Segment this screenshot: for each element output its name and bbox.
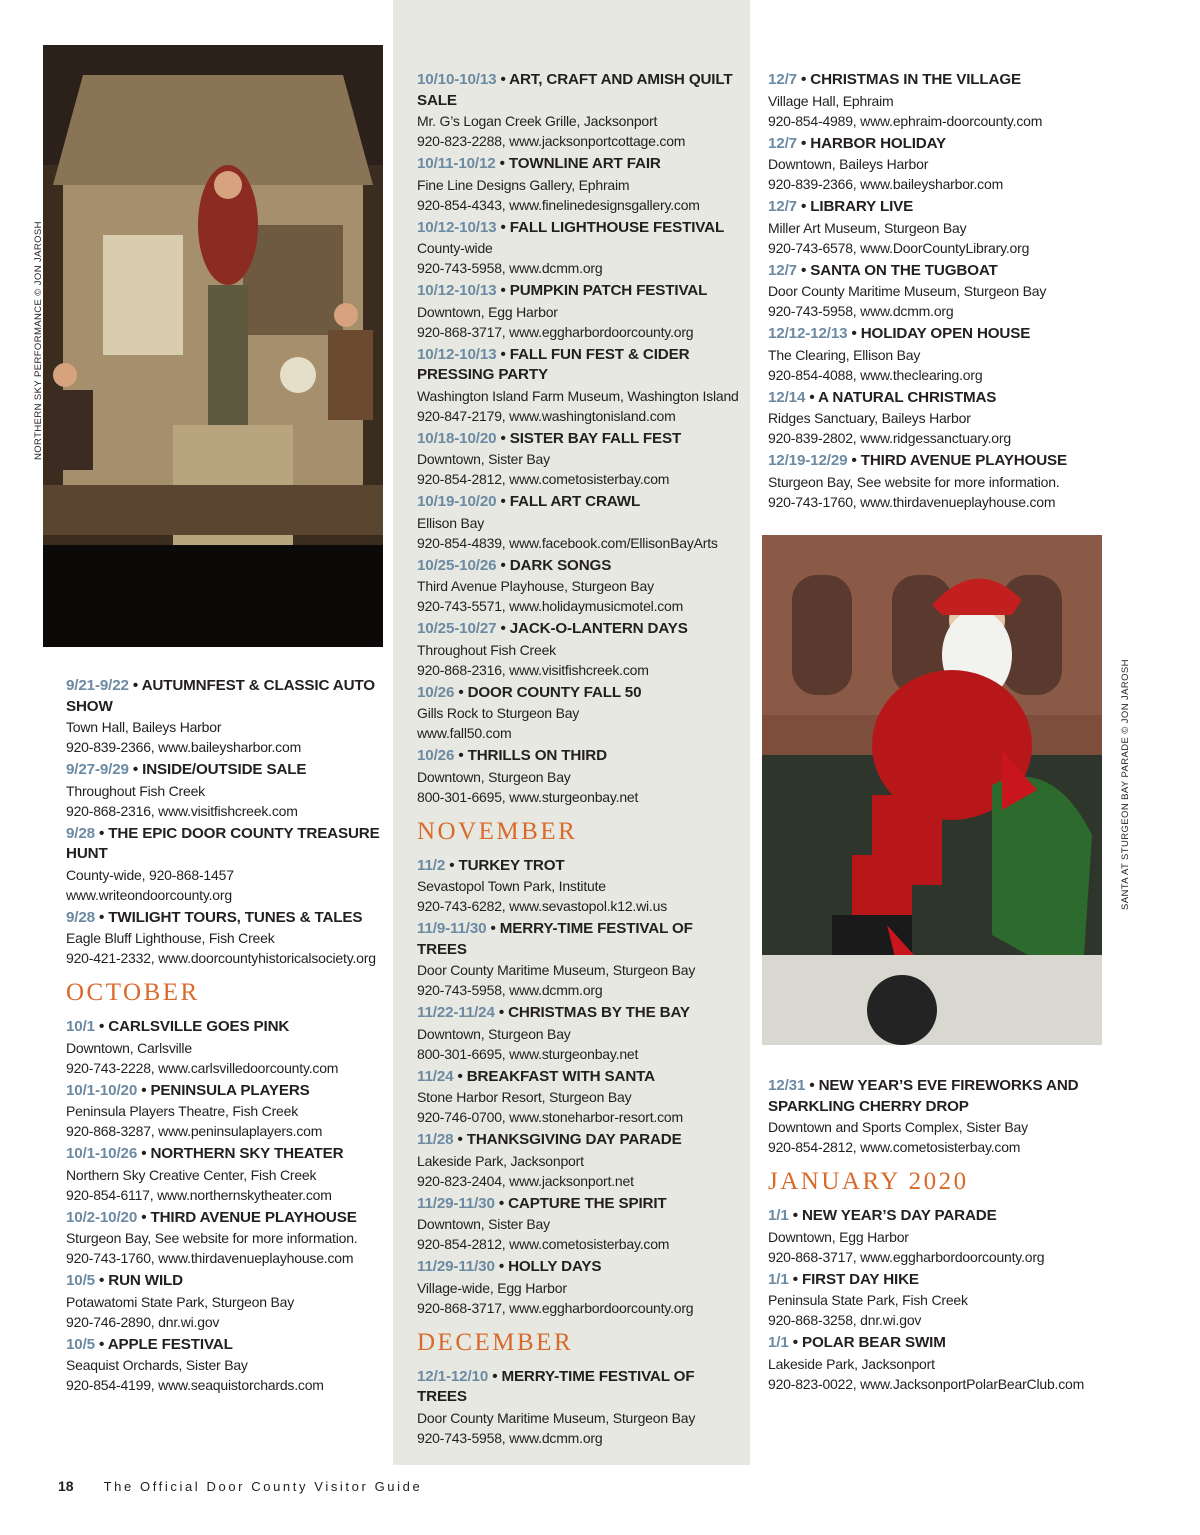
event-location: Fine Line Designs Gallery, Ephraim: [417, 176, 630, 193]
month-heading-january: JANUARY 2020: [768, 1168, 969, 1195]
event-location: Downtown, Egg Harbor: [768, 1228, 909, 1245]
event-name: FALL LIGHTHOUSE FESTIVAL: [509, 218, 725, 236]
event-contact: 920-854-2812, www.cometosisterbay.com: [768, 1139, 1021, 1155]
event-title-line: [417, 856, 745, 877]
event-listing: [768, 451, 1098, 512]
event-listing: [768, 134, 1098, 195]
event-title-line: [66, 1208, 386, 1229]
event-date: 10/11-10/12: [417, 155, 496, 172]
bullet-separator: •: [496, 282, 510, 299]
event-contact: 920-823-2404, www.jacksonport.net: [417, 1172, 634, 1189]
event-contact: 920-421-2332, www.doorcountyhistoricalsociety.org: [66, 950, 376, 966]
event-title-line: [417, 683, 745, 704]
event-location: Peninsula Players Theatre, Fish Creek: [66, 1103, 299, 1119]
event-location: Downtown, Sturgeon Bay: [417, 768, 571, 785]
event-name: THIRD AVENUE PLAYHOUSE: [860, 452, 1067, 469]
event-name: TOWNLINE ART FAIR: [508, 155, 661, 172]
event-title-line: [66, 908, 386, 929]
event-location: Eagle Bluff Lighthouse, Fish Creek: [66, 930, 275, 946]
event-name: INSIDE/OUTSIDE SALE: [142, 761, 307, 778]
event-name: THIRD AVENUE PLAYHOUSE: [150, 1208, 357, 1226]
event-date: 1/1: [768, 1270, 789, 1288]
event-title-line: [417, 492, 745, 513]
event-location: Seaquist Orchards, Sister Bay: [66, 1357, 248, 1373]
event-listing: [66, 1208, 386, 1269]
event-location: Sevastopol Town Park, Institute: [417, 878, 606, 894]
event-contact: 920-868-3287, www.peninsulaplayers.com: [66, 1123, 323, 1139]
bullet-separator: •: [453, 1131, 467, 1148]
event-name: CHRISTMAS IN THE VILLAGE: [810, 71, 1021, 88]
event-name: NORTHERN SKY THEATER: [150, 1145, 344, 1162]
event-name: ART, CRAFT AND AMISH QUILT SALE: [417, 71, 733, 109]
bullet-separator: •: [847, 325, 861, 342]
event-date: 11/22-11/24: [417, 1004, 495, 1021]
event-listing: [417, 1257, 745, 1318]
event-listing: [417, 281, 745, 342]
bullet-separator: •: [137, 1145, 151, 1162]
event-location: Downtown, Egg Harbor: [417, 303, 558, 320]
event-contact: 920-743-2228, www.carlsvilledoorcounty.com: [66, 1059, 339, 1076]
event-date: 11/9-11/30: [417, 920, 487, 937]
event-name: HOLLY DAYS: [508, 1258, 602, 1275]
event-contact: 920-743-5958, www.dcmm.org: [768, 303, 954, 319]
events-column-3-bottom: [768, 1076, 1098, 1397]
event-listing: [417, 1003, 745, 1064]
event-contact: 800-301-6695, www.sturgeonbay.net: [417, 1045, 639, 1062]
bullet-separator: •: [94, 1335, 108, 1353]
event-date: 10/1-10/26: [66, 1145, 138, 1162]
bullet-separator: •: [796, 134, 811, 152]
event-name: PUMPKIN PATCH FESTIVAL: [509, 282, 708, 299]
performance-photo-credit: NORTHERN SKY PERFORMANCE © JON JAROSH: [33, 221, 44, 460]
event-date: 11/28: [417, 1131, 454, 1148]
event-title-line: [768, 1206, 1098, 1227]
event-listing: [417, 683, 745, 744]
event-location: Downtown, Carlsville: [66, 1039, 192, 1056]
event-location: Ellison Bay: [417, 514, 485, 531]
event-name: SISTER BAY FALL FEST: [509, 429, 682, 447]
event-date: 9/21-9/22: [66, 677, 129, 694]
bullet-separator: •: [495, 155, 509, 172]
event-date: 12/7: [768, 198, 797, 215]
event-contact: 920-854-2812, www.cometosisterbay.com: [417, 1236, 670, 1252]
page-footer: [58, 1478, 422, 1494]
event-date: 10/25-10/27: [417, 620, 497, 637]
event-listing: [768, 1206, 1098, 1267]
event-name: TURKEY TROT: [458, 856, 565, 874]
bullet-separator: •: [128, 677, 142, 694]
event-name: MERRY-TIME FESTIVAL OF TREES: [417, 920, 693, 958]
event-title-line: [417, 746, 745, 767]
event-date: 1/1: [768, 1334, 789, 1351]
event-date: 10/5: [66, 1272, 95, 1289]
event-contact: 920-847-2179, www.washingtonisland.com: [417, 407, 676, 424]
event-listing: [768, 1270, 1098, 1331]
event-title-line: [768, 197, 1098, 218]
event-name: BREAKFAST WITH SANTA: [466, 1067, 655, 1085]
event-title-line: [66, 1017, 386, 1038]
bullet-separator: •: [788, 1207, 802, 1224]
event-title-line: [417, 218, 745, 239]
event-listing: [66, 1271, 386, 1332]
bullet-separator: •: [805, 388, 819, 406]
bullet-separator: •: [94, 1018, 109, 1035]
event-title-line: [417, 1194, 745, 1215]
month-heading-october: OCTOBER: [66, 979, 200, 1006]
event-location: County-wide, 920-868-1457: [66, 866, 234, 883]
event-date: 10/5: [66, 1335, 95, 1353]
event-location: Downtown, Sturgeon Bay: [417, 1025, 571, 1042]
event-location: Lakeside Park, Jacksonport: [768, 1355, 935, 1372]
event-name: LIBRARY LIVE: [810, 198, 914, 215]
event-name: CAPTURE THE SPIRIT: [508, 1194, 667, 1212]
santa-photo-credit: SANTA AT STURGEON BAY PARADE © JON JAROSH: [1120, 659, 1131, 910]
event-listing: [66, 676, 386, 757]
event-date: 11/24: [417, 1067, 454, 1085]
event-date: 11/29-11/30: [417, 1194, 495, 1212]
event-location: The Clearing, Ellison Bay: [768, 346, 921, 363]
event-contact: 920-868-2316, www.visitfishcreek.com: [417, 661, 649, 678]
event-location: Throughout Fish Creek: [417, 641, 556, 658]
event-location: Throughout Fish Creek: [66, 782, 205, 799]
event-date: 12/7: [768, 261, 797, 279]
event-listing: [417, 1067, 745, 1128]
santa-parade-photo: [762, 535, 1102, 1045]
event-title-line: [768, 70, 1098, 91]
event-location: Town Hall, Baileys Harbor: [66, 719, 222, 735]
event-contact: 920-868-3258, dnr.wi.gov: [768, 1312, 922, 1328]
event-location: Downtown, Sister Bay: [417, 1216, 550, 1232]
event-title-line: [768, 1270, 1098, 1291]
event-listing: [768, 197, 1098, 258]
event-listing: [417, 919, 745, 1000]
event-title-line: [417, 919, 745, 960]
event-title-line: [417, 1003, 745, 1024]
event-contact: 920-868-3717, www.eggharbordoorcounty.org: [417, 1299, 694, 1316]
event-title-line: [768, 451, 1098, 472]
event-name: DARK SONGS: [509, 556, 612, 574]
bullet-separator: •: [488, 1367, 502, 1385]
event-date: 11/29-11/30: [417, 1258, 495, 1275]
event-location: Door County Maritime Museum, Sturgeon Bay: [417, 1409, 696, 1426]
event-title-line: [66, 1144, 386, 1165]
event-listing: [66, 824, 386, 905]
event-date: 10/1-10/20: [66, 1081, 138, 1099]
bullet-separator: •: [128, 761, 143, 778]
event-contact: 920-743-6578, www.DoorCountyLibrary.org: [768, 239, 1030, 256]
event-name: HARBOR HOLIDAY: [810, 134, 947, 152]
event-location: Sturgeon Bay, See website for more information.: [768, 473, 1060, 490]
bullet-separator: •: [805, 1077, 819, 1094]
event-contact: 920-743-5958, www.dcmm.org: [417, 260, 603, 276]
month-heading-november: NOVEMBER: [417, 817, 578, 845]
event-location: Gills Rock to Sturgeon Bay: [417, 705, 580, 721]
bullet-separator: •: [796, 261, 811, 279]
event-name: THE EPIC DOOR COUNTY TREASURE HUNT: [66, 824, 380, 862]
event-date: 9/28: [66, 824, 95, 842]
bullet-separator: •: [494, 1004, 509, 1021]
event-contact: 920-746-0700, www.stoneharbor-resort.com: [417, 1109, 683, 1125]
event-contact: 920-868-3717, www.eggharbordoorcounty.org: [768, 1248, 1045, 1265]
event-title-line: [768, 388, 1098, 409]
events-column-1: [66, 676, 386, 1398]
event-name: HOLIDAY OPEN HOUSE: [860, 325, 1031, 342]
event-listing: [417, 429, 745, 490]
bullet-separator: •: [496, 345, 510, 363]
event-listing: [768, 324, 1098, 385]
event-listing: [768, 70, 1098, 131]
event-date: 10/12-10/13: [417, 345, 497, 363]
event-location: Third Avenue Playhouse, Sturgeon Bay: [417, 578, 654, 594]
event-name: SANTA ON THE TUGBOAT: [810, 261, 998, 279]
event-contact: 920-743-6282, www.sevastopol.k12.wi.us: [417, 898, 667, 914]
event-contact: 920-743-5571, www.holidaymusicmotel.com: [417, 598, 684, 614]
event-title-line: [66, 1335, 386, 1356]
event-contact: 920-854-4989, www.ephraim-doorcounty.com: [768, 112, 1043, 129]
event-title-line: [768, 1333, 1098, 1354]
event-title-line: [417, 1367, 745, 1408]
bullet-separator: •: [137, 1081, 151, 1099]
event-contact: 920-854-2812, www.cometosisterbay.com: [417, 471, 670, 487]
event-contact: 920-839-2366, www.baileysharbor.com: [66, 739, 302, 755]
event-contact: 920-854-4088, www.theclearing.org: [768, 366, 983, 383]
bullet-separator: •: [494, 1194, 509, 1212]
bullet-separator: •: [496, 218, 510, 236]
event-date: 9/27-9/29: [66, 761, 129, 778]
event-title-line: [417, 281, 745, 302]
event-date: 10/26: [417, 683, 455, 701]
event-location: Village-wide, Egg Harbor: [417, 1279, 567, 1296]
event-location: Door County Maritime Museum, Sturgeon Bay: [417, 962, 696, 978]
bullet-separator: •: [94, 824, 109, 842]
event-listing: [417, 345, 745, 426]
event-listing: [417, 1130, 745, 1191]
event-listing: [66, 1081, 386, 1142]
event-name: NEW YEAR’S EVE FIREWORKS AND SPARKLING CHERRY DROP: [768, 1077, 1079, 1115]
event-location: Lakeside Park, Jacksonport: [417, 1152, 584, 1169]
event-title-line: [66, 1081, 386, 1102]
event-date: 9/28: [66, 908, 95, 926]
event-name: FALL ART CRAWL: [509, 493, 641, 510]
bullet-separator: •: [94, 1272, 109, 1289]
event-contact: 920-823-2288, www.jacksonportcottage.com: [417, 133, 686, 149]
event-name: POLAR BEAR SWIM: [801, 1334, 946, 1351]
event-contact: 920-743-1760, www.thirdavenueplayhouse.com: [768, 493, 1056, 510]
event-title-line: [417, 70, 745, 111]
event-date: 10/18-10/20: [417, 429, 497, 447]
event-title-line: [768, 134, 1098, 155]
bullet-separator: •: [496, 429, 510, 447]
event-contact: 920-743-5958, www.dcmm.org: [417, 982, 603, 998]
event-listing: [768, 1076, 1098, 1157]
event-name: THRILLS ON THIRD: [467, 747, 607, 764]
page-number: 18: [58, 1478, 74, 1494]
event-contact: 800-301-6695, www.sturgeonbay.net: [417, 788, 639, 805]
event-listing: [417, 1194, 745, 1255]
event-location: Washington Island Farm Museum, Washington Island: [417, 387, 739, 404]
month-heading-december: DECEMBER: [417, 1328, 574, 1356]
bullet-separator: •: [496, 493, 510, 510]
event-date: 11/2: [417, 856, 446, 874]
event-contact: 920-743-1760, www.thirdavenueplayhouse.com: [66, 1250, 354, 1266]
event-contact: 920-868-3717, www.eggharbordoorcounty.org: [417, 323, 694, 340]
event-location: Downtown, Baileys Harbor: [768, 156, 929, 172]
bullet-separator: •: [453, 1067, 467, 1085]
event-contact: 920-746-2890, dnr.wi.gov: [66, 1313, 220, 1330]
event-title-line: [66, 824, 386, 865]
event-name: NEW YEAR’S DAY PARADE: [801, 1207, 997, 1224]
event-contact: 920-854-6117, www.northernskytheater.com: [66, 1186, 332, 1203]
event-listing: [417, 154, 745, 215]
event-location: Downtown and Sports Complex, Sister Bay: [768, 1119, 1028, 1135]
event-name: DOOR COUNTY FALL 50: [467, 683, 642, 701]
event-location: Door County Maritime Museum, Sturgeon Bay: [768, 283, 1047, 299]
event-location: Downtown, Sister Bay: [417, 451, 550, 467]
event-contact: www.fall50.com: [417, 725, 512, 741]
event-listing: [417, 746, 745, 807]
event-name: APPLE FESTIVAL: [107, 1335, 233, 1353]
event-name: TWILIGHT TOURS, TUNES & TALES: [108, 908, 363, 926]
event-title-line: [768, 1076, 1098, 1117]
event-title-line: [417, 1067, 745, 1088]
event-date: 12/1-12/10: [417, 1367, 489, 1385]
bullet-separator: •: [454, 683, 468, 701]
bullet-separator: •: [796, 198, 811, 215]
event-name: CARLSVILLE GOES PINK: [108, 1018, 290, 1035]
event-listing: [417, 619, 745, 680]
event-contact: 920-839-2802, www.ridgessanctuary.org: [768, 430, 1011, 446]
event-title-line: [66, 1271, 386, 1292]
event-date: 12/7: [768, 134, 797, 152]
bullet-separator: •: [847, 452, 861, 469]
event-name: FALL FUN FEST & CIDER PRESSING PARTY: [417, 345, 690, 383]
event-name: MERRY-TIME FESTIVAL OF TREES: [417, 1367, 695, 1405]
event-name: THANKSGIVING DAY PARADE: [466, 1131, 682, 1148]
event-location: Peninsula State Park, Fish Creek: [768, 1292, 968, 1308]
bullet-separator: •: [788, 1270, 802, 1288]
bullet-separator: •: [445, 856, 459, 874]
event-contact: 920-743-5958, www.dcmm.org: [417, 1429, 603, 1446]
event-listing: [768, 1333, 1098, 1394]
event-listing: [66, 760, 386, 821]
event-name: RUN WILD: [108, 1272, 184, 1289]
event-title-line: [66, 760, 386, 781]
bullet-separator: •: [137, 1208, 151, 1226]
event-name: FIRST DAY HIKE: [801, 1270, 919, 1288]
bullet-separator: •: [486, 920, 500, 937]
event-contact: www.writeondoorcounty.org: [66, 886, 232, 903]
event-name: A NATURAL CHRISTMAS: [818, 388, 997, 406]
event-location: Village Hall, Ephraim: [768, 92, 894, 109]
event-title-line: [417, 429, 745, 450]
event-title-line: [417, 345, 745, 386]
event-listing: [417, 70, 745, 151]
bullet-separator: •: [496, 556, 510, 574]
event-location: County-wide: [417, 240, 493, 256]
event-date: 12/19-12/29: [768, 452, 848, 469]
bullet-separator: •: [496, 71, 510, 88]
event-listing: [417, 1367, 745, 1448]
event-title-line: [768, 324, 1098, 345]
event-contact: 920-868-2316, www.visitfishcreek.com: [66, 802, 298, 819]
event-listing: [66, 1017, 386, 1078]
event-contact: 920-839-2366, www.baileysharbor.com: [768, 176, 1004, 192]
bullet-separator: •: [788, 1334, 802, 1351]
event-title-line: [417, 556, 745, 577]
event-location: Miller Art Museum, Sturgeon Bay: [768, 219, 967, 236]
event-location: Northern Sky Creative Center, Fish Creek: [66, 1166, 317, 1183]
event-date: 10/26: [417, 747, 455, 764]
event-date: 10/2-10/20: [66, 1208, 138, 1226]
event-date: 12/7: [768, 71, 797, 88]
event-listing: [768, 261, 1098, 322]
event-title-line: [417, 1130, 745, 1151]
bullet-separator: •: [454, 747, 468, 764]
event-listing: [66, 1335, 386, 1396]
event-contact: 920-823-0022, www.JacksonportPolarBearClub.com: [768, 1375, 1085, 1392]
event-date: 10/19-10/20: [417, 493, 497, 510]
event-date: 10/10-10/13: [417, 71, 497, 88]
event-listing: [768, 388, 1098, 449]
event-title-line: [768, 261, 1098, 282]
event-listing: [417, 492, 745, 553]
events-column-2: [417, 70, 745, 1451]
event-location: Sturgeon Bay, See website for more information.: [66, 1230, 358, 1246]
event-name: CHRISTMAS BY THE BAY: [508, 1004, 690, 1021]
event-name: JACK-O-LANTERN DAYS: [509, 620, 688, 637]
bullet-separator: •: [496, 620, 510, 637]
event-date: 12/12-12/13: [768, 325, 848, 342]
event-contact: 920-854-4199, www.seaquistorchards.com: [66, 1377, 324, 1393]
event-title-line: [417, 1257, 745, 1278]
bullet-separator: •: [94, 908, 109, 926]
event-location: Stone Harbor Resort, Sturgeon Bay: [417, 1089, 632, 1105]
event-contact: 920-854-4343, www.finelinedesignsgallery.com: [417, 196, 700, 213]
event-date: 12/14: [768, 388, 806, 406]
bullet-separator: •: [796, 71, 811, 88]
event-listing: [66, 908, 386, 969]
event-location: Mr. G’s Logan Creek Grille, Jacksonport: [417, 113, 658, 129]
event-location: Potawatomi State Park, Sturgeon Bay: [66, 1293, 295, 1310]
event-date: 10/12-10/13: [417, 282, 497, 299]
event-name: PENINSULA PLAYERS: [150, 1081, 310, 1099]
guide-title: The Official Door County Visitor Guide: [103, 1479, 423, 1494]
events-column-3-top: [768, 70, 1098, 515]
event-title-line: [417, 154, 745, 175]
event-location: Ridges Sanctuary, Baileys Harbor: [768, 410, 971, 426]
northern-sky-performance-photo: [43, 45, 383, 647]
event-date: 1/1: [768, 1207, 789, 1224]
event-date: 10/1: [66, 1018, 95, 1035]
event-title-line: [66, 676, 386, 717]
event-title-line: [417, 619, 745, 640]
event-listing: [417, 556, 745, 617]
event-date: 10/25-10/26: [417, 556, 497, 574]
event-date: 10/12-10/13: [417, 218, 497, 236]
event-listing: [66, 1144, 386, 1205]
bullet-separator: •: [494, 1258, 509, 1275]
event-name: AUTUMNFEST & CLASSIC AUTO SHOW: [66, 677, 375, 715]
event-listing: [417, 856, 745, 917]
event-contact: 920-854-4839, www.facebook.com/EllisonBayArts: [417, 534, 718, 551]
event-listing: [417, 218, 745, 279]
event-date: 12/31: [768, 1077, 806, 1094]
